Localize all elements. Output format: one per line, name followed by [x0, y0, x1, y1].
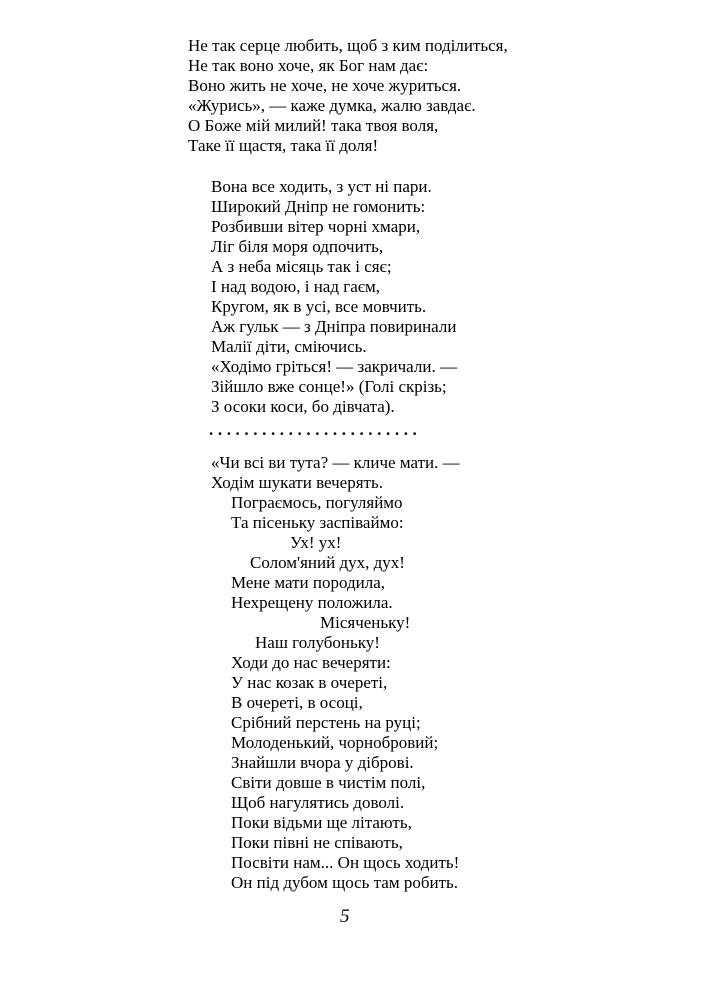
poem-line: Он під дубом щось там робить.: [231, 873, 459, 892]
poem-line: Місяченьку!: [320, 613, 411, 632]
poem-line: Знайшли вчора у діброві.: [231, 753, 414, 772]
poem-line: Розбивши вітер чорні хмари,: [211, 217, 421, 236]
poem-line: «Ходімо гріться! — закричали. —: [211, 357, 457, 376]
poem-line: А з неба місяць так і сяє;: [211, 257, 392, 276]
poem-line: О Боже мій милий! така твоя воля,: [188, 116, 439, 135]
page-number: 5: [340, 906, 350, 927]
poem-line: Воно жить не хоче, не хоче журиться.: [188, 76, 462, 95]
poem-line: Та пісеньку заспіваймо:: [231, 513, 404, 532]
poem-line: Щоб нагулятись доволі.: [231, 793, 405, 812]
poem-line: Аж гульк — з Дніпра повиринали: [211, 317, 457, 336]
poem-line: Поки відьми ще літають,: [231, 813, 412, 832]
poem-line: Солом'яний дух, дух!: [250, 553, 405, 572]
poem-line: Ходи до нас вечеряти:: [231, 653, 391, 672]
poem-line: З осоки коси, бо дівчата).: [211, 397, 395, 416]
poem-line: Срібний перстень на руці;: [231, 713, 421, 732]
poem-line: Малії діти, сміючись.: [211, 337, 367, 356]
poem-line: Зійшло вже сонце!» (Голі скрізь;: [211, 377, 447, 396]
poem-line: Кругом, як в усі, все мовчить.: [211, 297, 427, 316]
poem-line: Наш голубоньку!: [255, 633, 380, 652]
poem-line: Мене мати породила,: [231, 573, 385, 592]
poem-line: Нехрещену положила.: [231, 593, 393, 612]
poem-line: «Чи всі ви тута? — кличе мати. —: [211, 453, 460, 472]
poem-line: Таке її щастя, така її доля!: [188, 136, 379, 155]
poem-line: Ліг біля моря одпочить,: [211, 237, 384, 256]
poem-line: Вона все ходить, з уст ні пари.: [211, 177, 432, 196]
poem-line: Поки півні не співають,: [231, 833, 403, 852]
poem-line: Не так серце любить, щоб з ким поділиться,: [188, 36, 508, 55]
poem-line: Не так воно хоче, як Бог нам дає:: [188, 56, 429, 75]
poem-line: Посвіти нам... Он щось ходить!: [231, 853, 460, 872]
poem-line: «Журись», — каже думка, жалю завдає.: [188, 96, 476, 115]
poem-line: У нас козак в очереті,: [231, 673, 388, 692]
poem-line: В очереті, в осоці,: [231, 693, 363, 712]
dotted-separator: ........................: [209, 420, 422, 439]
poem-line: Молоденький, чорнобровий;: [231, 733, 439, 752]
poem-line: Ходім шукати вечерять.: [211, 473, 383, 492]
poem-line: Широкий Дніпр не гомонить:: [211, 197, 426, 216]
poem-line: Ух! ух!: [290, 533, 342, 552]
poem-line: Світи довше в чистім полі,: [231, 773, 426, 792]
poem-line: І над водою, і над гаєм,: [211, 277, 381, 296]
poem-line: Пограємось, погуляймо: [231, 493, 403, 512]
